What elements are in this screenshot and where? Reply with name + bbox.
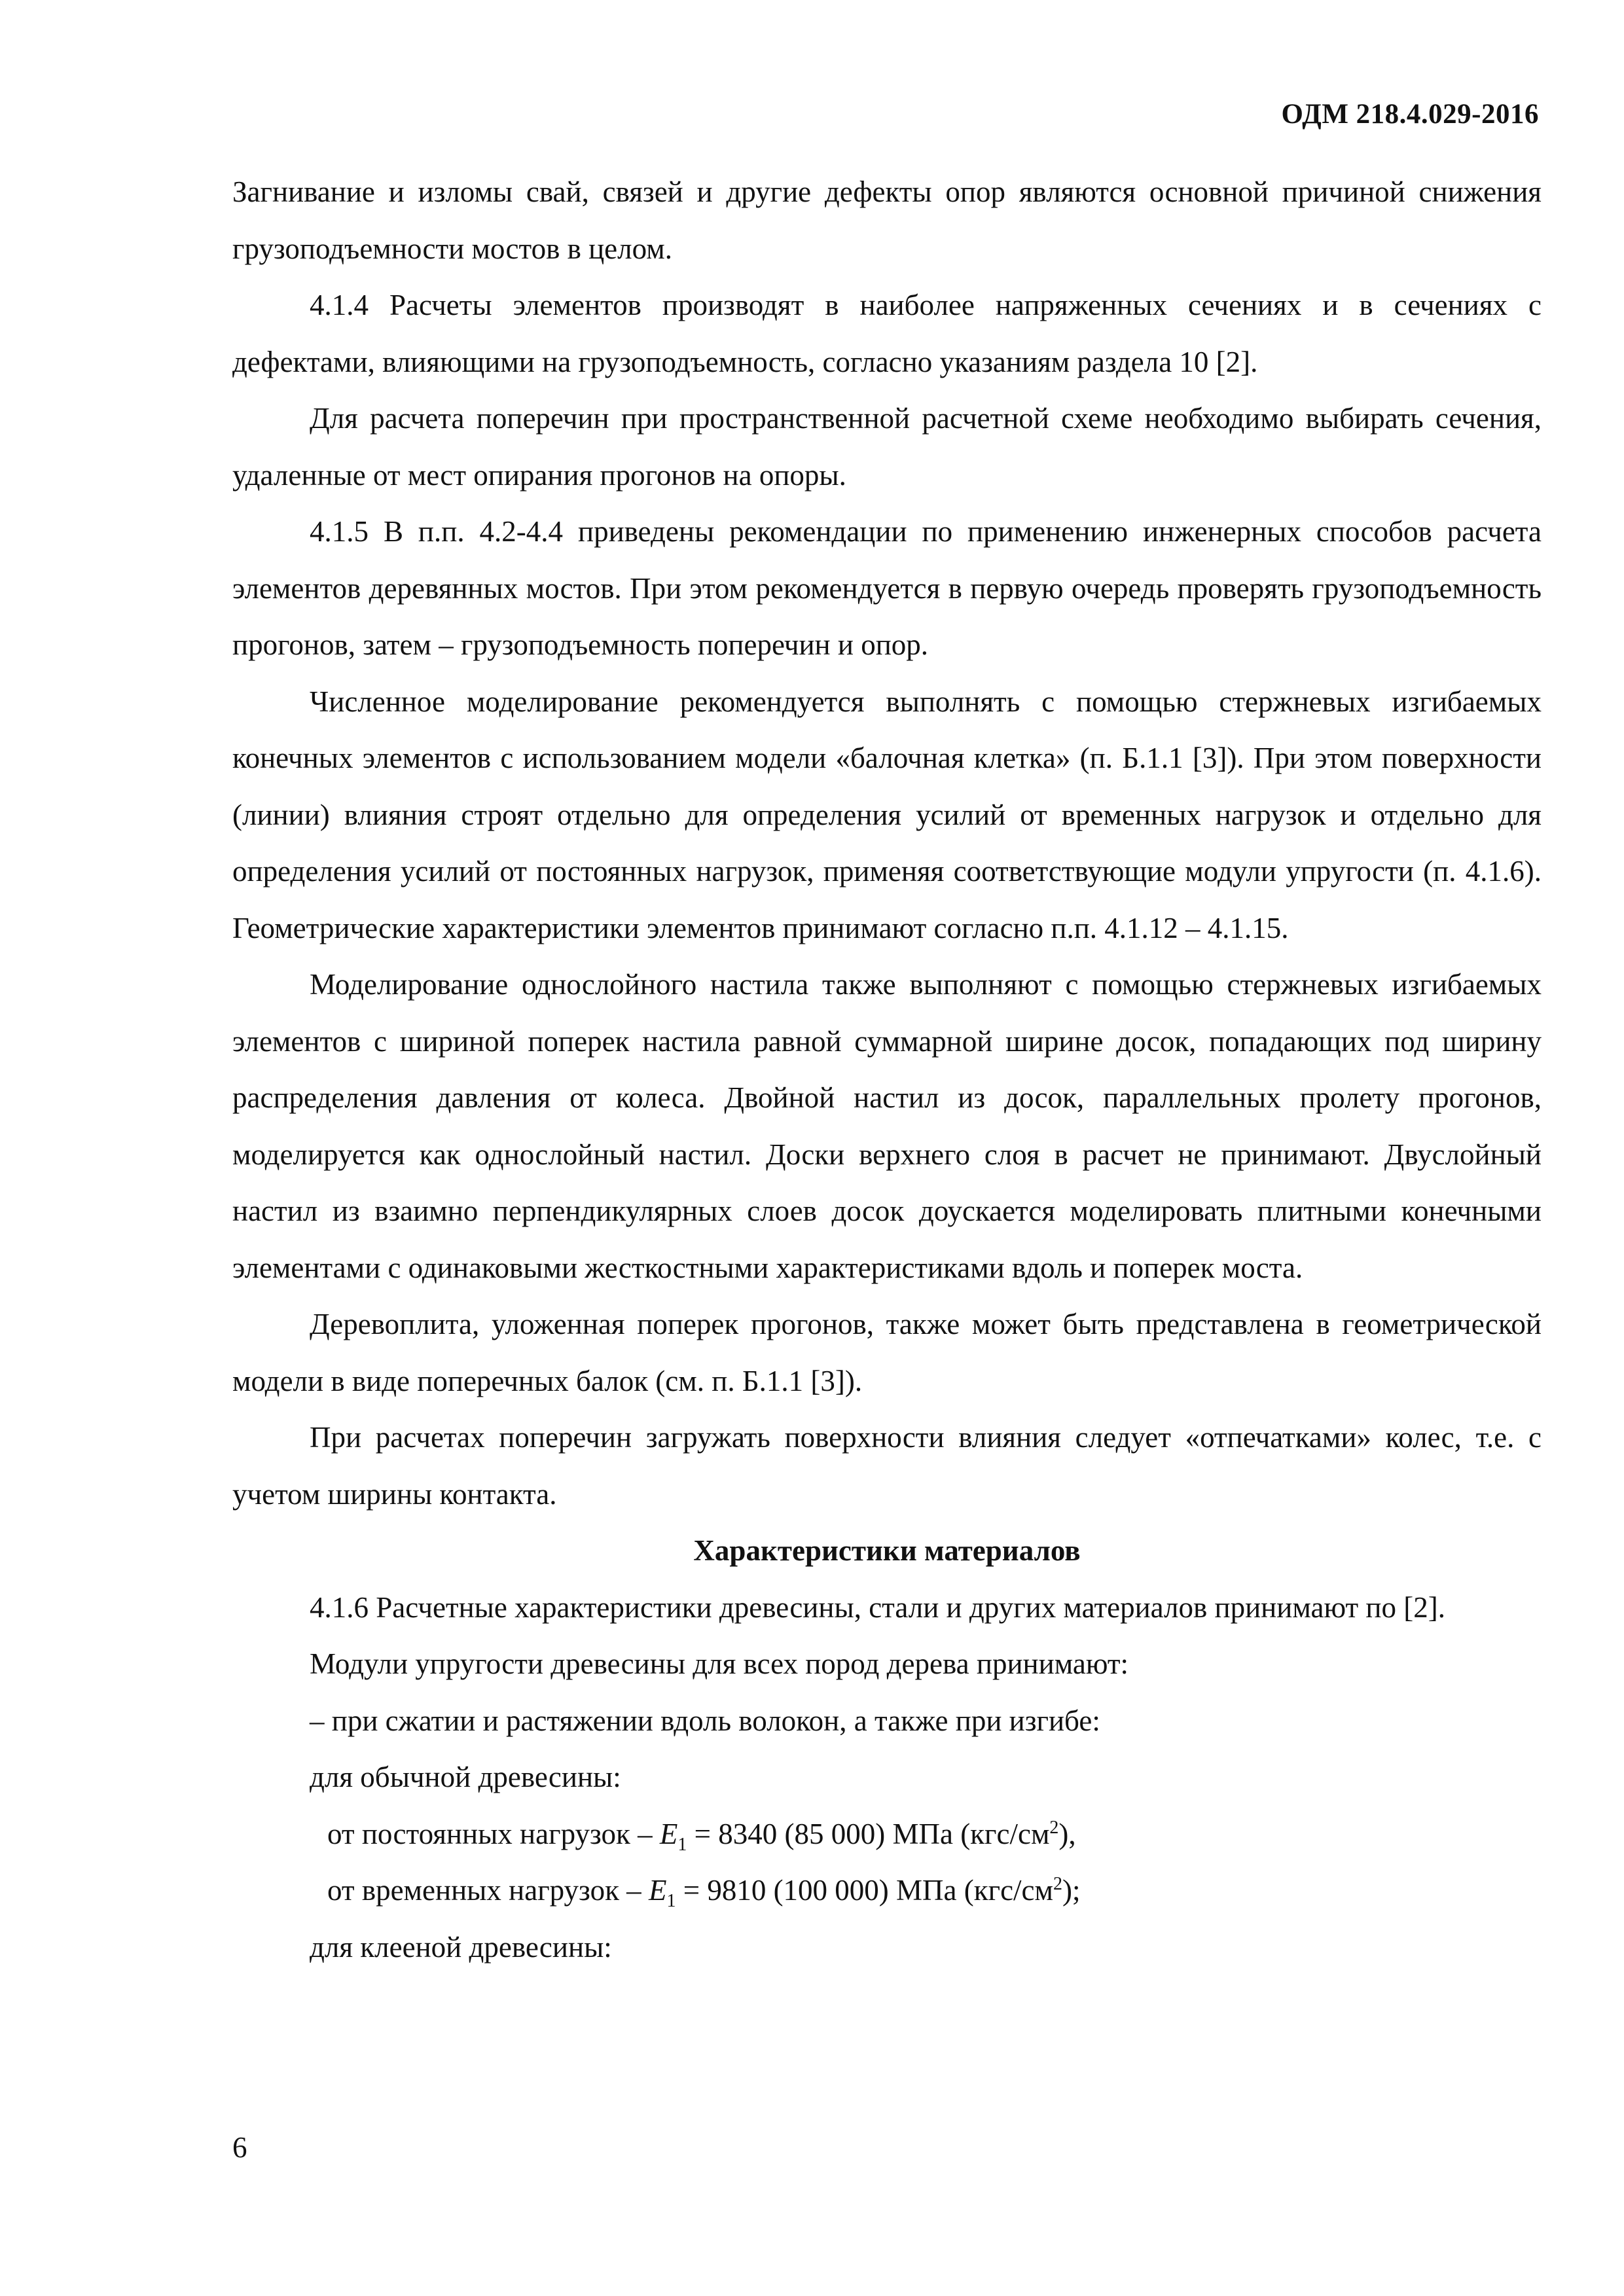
section-heading: Характеристики материалов [693,1534,1081,1567]
paragraph-4-1-6: 4.1.6 Расчетные характеристики древесины, стали и других материалов принимают по [2]. [310,1590,1445,1624]
formula-prefix: от временных нагрузок – [327,1874,649,1907]
paragraph-deck-modeling: Моделирование однослойного настила также выполняют с помощью стержневых изгибаемых элементов с шириной поперек настила равной суммарной ширине досок, попадающих под ширину распределения давления от колеса. Двойной настил из досок, параллельных пролету прогонов, моделируется как однослойный настил. Доски верхнего слоя в расчет не принимают. Двуслойный настил из взаимно перпендикулярных слоев досок доускается моделировать плитными конечными элементами с одинаковыми жесткостными характеристиками вдоль и поперек моста. [232,968,1542,1284]
list-item-glued-wood: для клееной древесины: [310,1930,612,1964]
formula-power: 2 [1049,1817,1059,1838]
page-number: 6 [232,2131,247,2164]
formula-temporary-loads [232,1862,1542,1919]
paragraph-4-1-5: 4.1.5 В п.п. 4.2-4.4 приведены рекомендации по применению инженерных способов расчета элементов деревянных мостов. При этом рекомендуется в первую очередь проверять грузоподъемность прогонов, затем – грузоподъемность поперечин и опор. [232,515,1542,661]
formula-value: = 8340 (85 000) МПа (кгс/см [687,1817,1050,1850]
paragraph-elastic-moduli: Модули упругости древесины для всех пород дерева принимают: [310,1647,1129,1680]
formula-subscript: 1 [677,1834,687,1855]
paragraph-numerical-modeling: Численное моделирование рекомендуется выполнять с помощью стержневых изгибаемых конечных элементов с использованием модели «балочная клетка» (п. Б.1.1 [3]). При этом поверхности (линии) влияния строят отдельно для определения усилий от временных нагрузок и отдельно для определения усилий от постоянных нагрузок, применяя соответствующие модули упругости (п. 4.1.6). Геометрические характеристики элементов принимают согласно п.п. 4.1.12 – 4.1.15. [232,685,1542,944]
formula-symbol: E [659,1817,678,1850]
document-code-header: ОДМ 218.4.029-2016 [1281,99,1539,130]
formula-suffix: ); [1062,1874,1081,1907]
list-item-compression: – при сжатии и растяжении вдоль волокон, а также при изгибе: [310,1704,1100,1737]
formula-prefix: от постоянных нагрузок – [327,1817,660,1850]
body-text [232,164,1542,1975]
formula-suffix: ), [1058,1817,1076,1850]
formula-power: 2 [1053,1874,1062,1894]
paragraph-wheel-prints: При расчетах поперечин загружать поверхности влияния следует «отпечатками» колес, т.е. с учетом ширины контакта. [232,1421,1542,1511]
formula-permanent-loads [232,1806,1542,1863]
paragraph-wood-slab: Деревоплита, уложенная поперек прогонов, также может быть представлена в геометрической модели в виде поперечных балок (см. п. Б.1.1 [3]). [232,1308,1542,1397]
paragraph-crossbeam-sections: Для расчета поперечин при пространственной расчетной схеме необходимо выбирать сечения, удаленные от мест опирания прогонов на опоры. [232,402,1542,492]
paragraph-decay-defects: Загнивание и изломы свай, связей и другие дефекты опор являются основной причиной снижения грузоподъемности мостов в целом. [232,175,1542,265]
formula-symbol: E [648,1874,667,1907]
formula-value: = 9810 (100 000) МПа (кгс/см [676,1874,1053,1907]
list-item-regular-wood: для обычной древесины: [310,1761,621,1793]
paragraph-4-1-4: 4.1.4 Расчеты элементов производят в наиболее напряженных сечениях и в сечениях с дефектами, влияющими на грузоподъемность, согласно указаниям раздела 10 [2]. [232,289,1542,378]
formula-subscript: 1 [666,1891,676,1911]
